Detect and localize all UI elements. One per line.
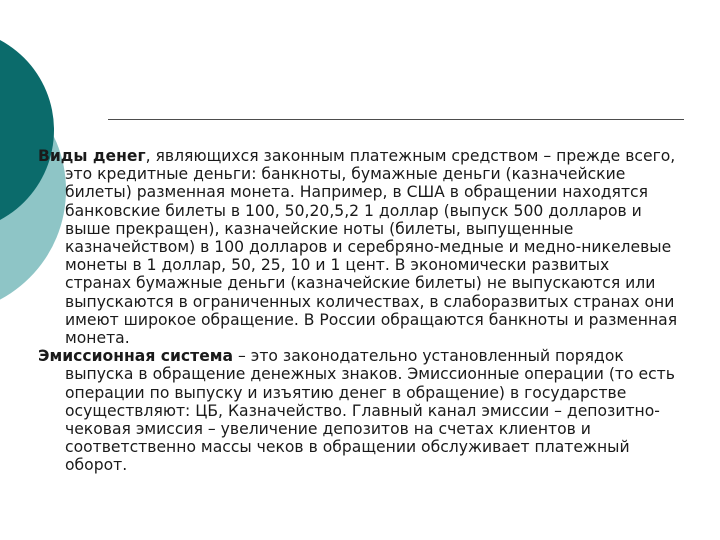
term-emission-system: Эмиссионная система — [38, 347, 234, 366]
title-divider — [108, 119, 684, 120]
paragraph-money-types-text: , являющихся законным платежным средством – прежде всего, это кредитные деньги: банкноты, бумажные деньги (казначейские билеты) разменная монета. Например, в США в обращении находятся банковские билеты в 100, 50,20,5,2 1 доллар (выпуск 500 долларов и выше прекращен), казначейские ноты (билеты, выпущенные казначейством) в 100 долларов и серебряно-медные и медно-никелевые монеты в 1 доллар, 50, 25, 10 и 1 цент. В экономически развитых странах бумажные деньги (казначейские билеты) не выпускаются или выпускаются в ограниченных количествах, в слаборазвитых странах они имеют широкое обращение. В России обращаются банкноты и разменная монета. — [65, 147, 678, 348]
paragraph-emission-system-text: – это законодательно установленный порядок выпуска в обращение денежных знаков. Эмиссионные операции (то есть операции по выпуску и изъятию денег в обращение) в государстве осуществляют: ЦБ, Казначейство. Главный канал эмиссии – депозитно-чековая эмиссия – увеличение депозитов на счетах клиентов и соответственно массы чеков в обращении обслуживает платежный оборот. — [65, 347, 675, 475]
paragraph-money-types — [38, 147, 678, 347]
slide-body — [38, 147, 678, 475]
term-money-types: Виды денег — [38, 147, 146, 165]
paragraph-emission-system — [38, 347, 678, 474]
